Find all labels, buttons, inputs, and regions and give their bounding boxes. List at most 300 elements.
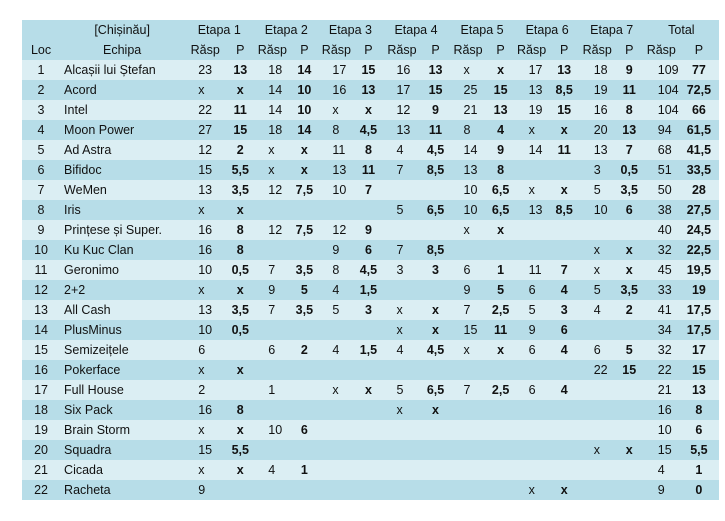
points-cell xyxy=(549,400,580,420)
total-points-cell: 19 xyxy=(679,280,719,300)
answers-cell: 6 xyxy=(515,340,549,360)
points-cell: 11 xyxy=(487,320,515,340)
points-cell: 3 xyxy=(354,300,382,320)
answers-cell: 17 xyxy=(515,60,549,80)
points-cell xyxy=(615,380,644,400)
points-cell: x xyxy=(226,280,254,300)
answers-cell: 13 xyxy=(382,120,421,140)
total-points-cell: 1 xyxy=(679,460,719,480)
table-row xyxy=(22,280,719,300)
rank-cell: 17 xyxy=(22,380,60,400)
answers-cell xyxy=(318,400,354,420)
answers-cell: 10 xyxy=(450,180,487,200)
points-cell: 2,5 xyxy=(487,380,515,400)
points-cell: 11 xyxy=(549,140,580,160)
rank-cell: 19 xyxy=(22,420,60,440)
answers-cell: 7 xyxy=(254,300,290,320)
answers-cell: 13 xyxy=(580,140,615,160)
answers-cell: 6 xyxy=(515,380,549,400)
points-cell xyxy=(549,220,580,240)
total-answers-cell: 38 xyxy=(644,200,679,220)
rank-cell: 12 xyxy=(22,280,60,300)
answers-header: Răsp xyxy=(254,40,290,60)
answers-cell xyxy=(450,400,487,420)
answers-cell: 9 xyxy=(450,280,487,300)
answers-cell: 4 xyxy=(382,340,421,360)
answers-cell: 16 xyxy=(318,80,354,100)
answers-cell: 19 xyxy=(515,100,549,120)
points-cell: 4 xyxy=(487,120,515,140)
points-cell: 3,5 xyxy=(615,280,644,300)
total-points-cell: 17,5 xyxy=(679,300,719,320)
points-cell: 15 xyxy=(549,100,580,120)
points-cell xyxy=(422,460,450,480)
answers-header: Răsp xyxy=(515,40,549,60)
points-cell: x xyxy=(549,120,580,140)
answers-cell: 12 xyxy=(382,100,421,120)
answers-cell: x xyxy=(254,160,290,180)
answers-cell xyxy=(254,240,290,260)
team-name-cell: Ad Astra xyxy=(60,140,184,160)
points-cell: 1,5 xyxy=(354,340,382,360)
header-spacer xyxy=(22,20,60,40)
answers-header: Răsp xyxy=(644,40,679,60)
answers-header: Răsp xyxy=(184,40,226,60)
answers-cell: 11 xyxy=(318,140,354,160)
points-cell: 8,5 xyxy=(422,160,450,180)
answers-cell xyxy=(382,460,421,480)
points-cell: 6,5 xyxy=(422,200,450,220)
answers-cell: 9 xyxy=(318,240,354,260)
points-cell: 6,5 xyxy=(487,180,515,200)
points-cell xyxy=(487,440,515,460)
table-row xyxy=(22,460,719,480)
points-cell xyxy=(354,200,382,220)
points-cell xyxy=(549,460,580,480)
answers-cell: x xyxy=(184,460,226,480)
points-cell xyxy=(290,200,318,220)
total-answers-cell: 68 xyxy=(644,140,679,160)
points-cell: x xyxy=(615,260,644,280)
answers-cell: 4 xyxy=(254,460,290,480)
points-cell: 4 xyxy=(549,340,580,360)
points-cell: 10 xyxy=(290,80,318,100)
points-cell: 8 xyxy=(487,160,515,180)
answers-cell: 6 xyxy=(580,340,615,360)
points-cell: 9 xyxy=(487,140,515,160)
points-cell: 15 xyxy=(487,80,515,100)
answers-cell xyxy=(580,460,615,480)
team-name-cell: Six Pack xyxy=(60,400,184,420)
answers-cell: 13 xyxy=(184,180,226,200)
answers-cell xyxy=(382,280,421,300)
team-name-cell: Geronimo xyxy=(60,260,184,280)
answers-cell xyxy=(515,400,549,420)
points-cell xyxy=(549,420,580,440)
answers-cell xyxy=(580,400,615,420)
answers-cell: 15 xyxy=(184,160,226,180)
total-points-cell: 19,5 xyxy=(679,260,719,280)
answers-cell xyxy=(254,320,290,340)
points-cell xyxy=(290,400,318,420)
table-row xyxy=(22,480,719,500)
answers-cell xyxy=(254,480,290,500)
total-answers-cell: 40 xyxy=(644,220,679,240)
points-cell: 3,5 xyxy=(226,180,254,200)
answers-cell: 16 xyxy=(382,60,421,80)
stage-3-header: Etapa 3 xyxy=(318,20,382,40)
points-cell: 8 xyxy=(354,140,382,160)
points-cell xyxy=(487,460,515,480)
answers-cell: 11 xyxy=(515,260,549,280)
answers-cell: 20 xyxy=(580,120,615,140)
answers-cell xyxy=(580,380,615,400)
points-cell: x xyxy=(487,220,515,240)
points-cell: 15 xyxy=(615,360,644,380)
points-cell: 8,5 xyxy=(549,80,580,100)
answers-cell: 14 xyxy=(515,140,549,160)
points-cell xyxy=(549,440,580,460)
answers-cell: x xyxy=(184,200,226,220)
team-name-cell: Ku Kuc Clan xyxy=(60,240,184,260)
answers-cell: x xyxy=(382,400,421,420)
answers-cell xyxy=(318,460,354,480)
points-cell: 8,5 xyxy=(549,200,580,220)
rank-cell: 15 xyxy=(22,340,60,360)
answers-cell: x xyxy=(450,340,487,360)
team-name-cell: Pokerface xyxy=(60,360,184,380)
points-cell xyxy=(487,240,515,260)
points-cell: x xyxy=(615,440,644,460)
table-row xyxy=(22,380,719,400)
answers-cell: 6 xyxy=(450,260,487,280)
team-name-cell: Squadra xyxy=(60,440,184,460)
team-name-cell: Racheta xyxy=(60,480,184,500)
points-cell xyxy=(422,440,450,460)
points-cell xyxy=(290,240,318,260)
answers-cell xyxy=(450,460,487,480)
points-cell: 15 xyxy=(354,60,382,80)
points-cell: x xyxy=(422,300,450,320)
points-cell: 2 xyxy=(226,140,254,160)
rank-cell: 5 xyxy=(22,140,60,160)
standings-table xyxy=(22,20,719,500)
answers-cell xyxy=(580,320,615,340)
answers-cell: 19 xyxy=(580,80,615,100)
points-cell: 2,5 xyxy=(487,300,515,320)
rank-cell: 8 xyxy=(22,200,60,220)
points-cell: 6,5 xyxy=(487,200,515,220)
points-cell: x xyxy=(226,360,254,380)
points-cell: x xyxy=(549,480,580,500)
points-cell: 13 xyxy=(549,60,580,80)
table-row xyxy=(22,60,719,80)
points-cell: 15 xyxy=(422,80,450,100)
rank-cell: 6 xyxy=(22,160,60,180)
rank-cell: 21 xyxy=(22,460,60,480)
stage-7-header: Etapa 7 xyxy=(580,20,644,40)
points-cell xyxy=(226,340,254,360)
answers-cell xyxy=(382,180,421,200)
total-answers-cell: 10 xyxy=(644,420,679,440)
answers-cell: 27 xyxy=(184,120,226,140)
points-cell: 5,5 xyxy=(226,160,254,180)
table-row xyxy=(22,340,719,360)
total-points-cell: 72,5 xyxy=(679,80,719,100)
answers-cell: 14 xyxy=(254,100,290,120)
answers-cell xyxy=(580,480,615,500)
total-answers-cell: 104 xyxy=(644,100,679,120)
team-name-cell: PlusMinus xyxy=(60,320,184,340)
table-row xyxy=(22,120,719,140)
answers-cell: 17 xyxy=(382,80,421,100)
answers-cell: 5 xyxy=(382,200,421,220)
answers-cell xyxy=(515,360,549,380)
table-row xyxy=(22,80,719,100)
answers-cell: x xyxy=(580,240,615,260)
answers-cell: 10 xyxy=(184,320,226,340)
total-points-cell: 0 xyxy=(679,480,719,500)
points-cell: 10 xyxy=(290,100,318,120)
points-cell: 8 xyxy=(226,240,254,260)
answers-cell xyxy=(382,440,421,460)
points-cell: 7 xyxy=(354,180,382,200)
points-cell: 3,5 xyxy=(290,260,318,280)
answers-cell: 7 xyxy=(254,260,290,280)
answers-cell: x xyxy=(515,120,549,140)
total-header: Total xyxy=(644,20,719,40)
answers-cell: x xyxy=(184,280,226,300)
table-row xyxy=(22,320,719,340)
team-header: Echipa xyxy=(60,40,184,60)
points-header: P xyxy=(549,40,580,60)
total-answers-cell: 109 xyxy=(644,60,679,80)
points-cell xyxy=(354,320,382,340)
table-row xyxy=(22,220,719,240)
answers-cell: 14 xyxy=(254,80,290,100)
rank-cell: 22 xyxy=(22,480,60,500)
team-name-cell: Moon Power xyxy=(60,120,184,140)
team-name-cell: Bifidoc xyxy=(60,160,184,180)
stage-4-header: Etapa 4 xyxy=(382,20,449,40)
total-answers-cell: 51 xyxy=(644,160,679,180)
total-points-cell: 17 xyxy=(679,340,719,360)
points-cell: 11 xyxy=(422,120,450,140)
table-row xyxy=(22,240,719,260)
total-answers-cell: 22 xyxy=(644,360,679,380)
answers-cell: x xyxy=(580,440,615,460)
points-cell: 5,5 xyxy=(226,440,254,460)
answers-cell xyxy=(515,160,549,180)
stage-2-header: Etapa 2 xyxy=(254,20,318,40)
points-cell: 0,5 xyxy=(615,160,644,180)
team-name-cell: WeMen xyxy=(60,180,184,200)
total-points-cell: 61,5 xyxy=(679,120,719,140)
answers-cell: 16 xyxy=(184,400,226,420)
points-cell: 8 xyxy=(226,220,254,240)
answers-cell: 7 xyxy=(382,240,421,260)
answers-header: Răsp xyxy=(318,40,354,60)
points-cell xyxy=(615,460,644,480)
answers-cell: 5 xyxy=(580,180,615,200)
points-cell xyxy=(354,400,382,420)
answers-cell: 1 xyxy=(254,380,290,400)
points-cell: 5 xyxy=(615,340,644,360)
city-label: [Chișinău] xyxy=(60,20,184,40)
total-answers-cell: 32 xyxy=(644,340,679,360)
table-row xyxy=(22,360,719,380)
answers-cell: 13 xyxy=(515,200,549,220)
table-row xyxy=(22,440,719,460)
rank-cell: 9 xyxy=(22,220,60,240)
rank-cell: 4 xyxy=(22,120,60,140)
rank-cell: 2 xyxy=(22,80,60,100)
answers-cell xyxy=(254,360,290,380)
points-cell xyxy=(487,480,515,500)
answers-cell: x xyxy=(382,300,421,320)
points-cell: 0,5 xyxy=(226,320,254,340)
team-name-cell: Semizeițele xyxy=(60,340,184,360)
points-cell: x xyxy=(290,160,318,180)
points-cell: 9 xyxy=(354,220,382,240)
answers-cell: 18 xyxy=(254,60,290,80)
answers-cell: 12 xyxy=(318,220,354,240)
points-cell: x xyxy=(422,400,450,420)
points-cell: 4 xyxy=(549,280,580,300)
answers-cell: 3 xyxy=(382,260,421,280)
answers-cell xyxy=(254,400,290,420)
points-cell: x xyxy=(422,320,450,340)
points-cell: 2 xyxy=(290,340,318,360)
answers-cell xyxy=(382,220,421,240)
points-cell xyxy=(615,420,644,440)
points-cell: x xyxy=(615,240,644,260)
points-cell xyxy=(615,480,644,500)
points-cell: x xyxy=(226,420,254,440)
rank-cell: 7 xyxy=(22,180,60,200)
total-points-cell: 41,5 xyxy=(679,140,719,160)
rank-cell: 3 xyxy=(22,100,60,120)
points-cell xyxy=(487,360,515,380)
points-cell: 11 xyxy=(354,160,382,180)
points-cell: 4,5 xyxy=(422,340,450,360)
total-answers-cell: 21 xyxy=(644,380,679,400)
points-cell: x xyxy=(549,180,580,200)
points-cell: 13 xyxy=(354,80,382,100)
answers-cell xyxy=(382,480,421,500)
points-cell: 13 xyxy=(422,60,450,80)
loc-header: Loc xyxy=(22,40,60,60)
points-cell: x xyxy=(487,340,515,360)
points-cell: x xyxy=(226,200,254,220)
answers-cell xyxy=(318,360,354,380)
points-header: P xyxy=(615,40,644,60)
points-cell: 6,5 xyxy=(422,380,450,400)
total-points-cell: 66 xyxy=(679,100,719,120)
points-cell: 8 xyxy=(615,100,644,120)
answers-header: Răsp xyxy=(450,40,487,60)
rank-cell: 14 xyxy=(22,320,60,340)
total-points-cell: 22,5 xyxy=(679,240,719,260)
answers-cell: x xyxy=(515,180,549,200)
points-cell xyxy=(422,420,450,440)
points-cell xyxy=(354,440,382,460)
points-cell: 3,5 xyxy=(290,300,318,320)
answers-cell: x xyxy=(184,360,226,380)
answers-cell: x xyxy=(254,140,290,160)
points-cell: 14 xyxy=(290,120,318,140)
answers-cell: 2 xyxy=(184,380,226,400)
answers-cell: x xyxy=(184,420,226,440)
points-header: P xyxy=(487,40,515,60)
standings-body xyxy=(22,60,719,500)
points-cell xyxy=(226,380,254,400)
points-cell: 7 xyxy=(549,260,580,280)
answers-cell: 9 xyxy=(184,480,226,500)
answers-cell: 9 xyxy=(515,320,549,340)
points-cell: 4,5 xyxy=(354,120,382,140)
rank-cell: 13 xyxy=(22,300,60,320)
answers-cell: 8 xyxy=(318,120,354,140)
stage-5-header: Etapa 5 xyxy=(450,20,515,40)
points-cell: 3,5 xyxy=(226,300,254,320)
rank-cell: 11 xyxy=(22,260,60,280)
answers-cell xyxy=(450,240,487,260)
answers-cell: x xyxy=(450,60,487,80)
points-cell xyxy=(290,360,318,380)
points-cell xyxy=(354,480,382,500)
table-row xyxy=(22,400,719,420)
points-cell: 6 xyxy=(615,200,644,220)
points-cell: 9 xyxy=(615,60,644,80)
answers-cell xyxy=(382,420,421,440)
answers-cell: 25 xyxy=(450,80,487,100)
answers-cell xyxy=(515,220,549,240)
rank-cell: 16 xyxy=(22,360,60,380)
answers-cell: 7 xyxy=(382,160,421,180)
answers-cell: 23 xyxy=(184,60,226,80)
total-points-cell: 77 xyxy=(679,60,719,80)
answers-cell xyxy=(515,440,549,460)
total-answers-cell: 34 xyxy=(644,320,679,340)
answers-cell xyxy=(515,420,549,440)
total-answers-cell: 41 xyxy=(644,300,679,320)
answers-cell: 18 xyxy=(254,120,290,140)
points-cell: 13 xyxy=(226,60,254,80)
answers-cell: 7 xyxy=(450,380,487,400)
answers-cell: 13 xyxy=(450,160,487,180)
rank-cell: 20 xyxy=(22,440,60,460)
points-cell: 13 xyxy=(487,100,515,120)
total-answers-cell: 50 xyxy=(644,180,679,200)
team-name-cell: Full House xyxy=(60,380,184,400)
total-answers-cell: 33 xyxy=(644,280,679,300)
points-cell xyxy=(354,420,382,440)
answers-cell xyxy=(450,440,487,460)
total-points-cell: 17,5 xyxy=(679,320,719,340)
table-row xyxy=(22,300,719,320)
answers-cell: 4 xyxy=(318,340,354,360)
team-name-cell: Acord xyxy=(60,80,184,100)
points-header: P xyxy=(226,40,254,60)
answers-cell: 22 xyxy=(184,100,226,120)
answers-cell: x xyxy=(318,380,354,400)
total-answers-cell: 45 xyxy=(644,260,679,280)
answers-cell xyxy=(382,360,421,380)
points-cell: 4,5 xyxy=(422,140,450,160)
answers-cell: x xyxy=(382,320,421,340)
points-cell xyxy=(226,480,254,500)
